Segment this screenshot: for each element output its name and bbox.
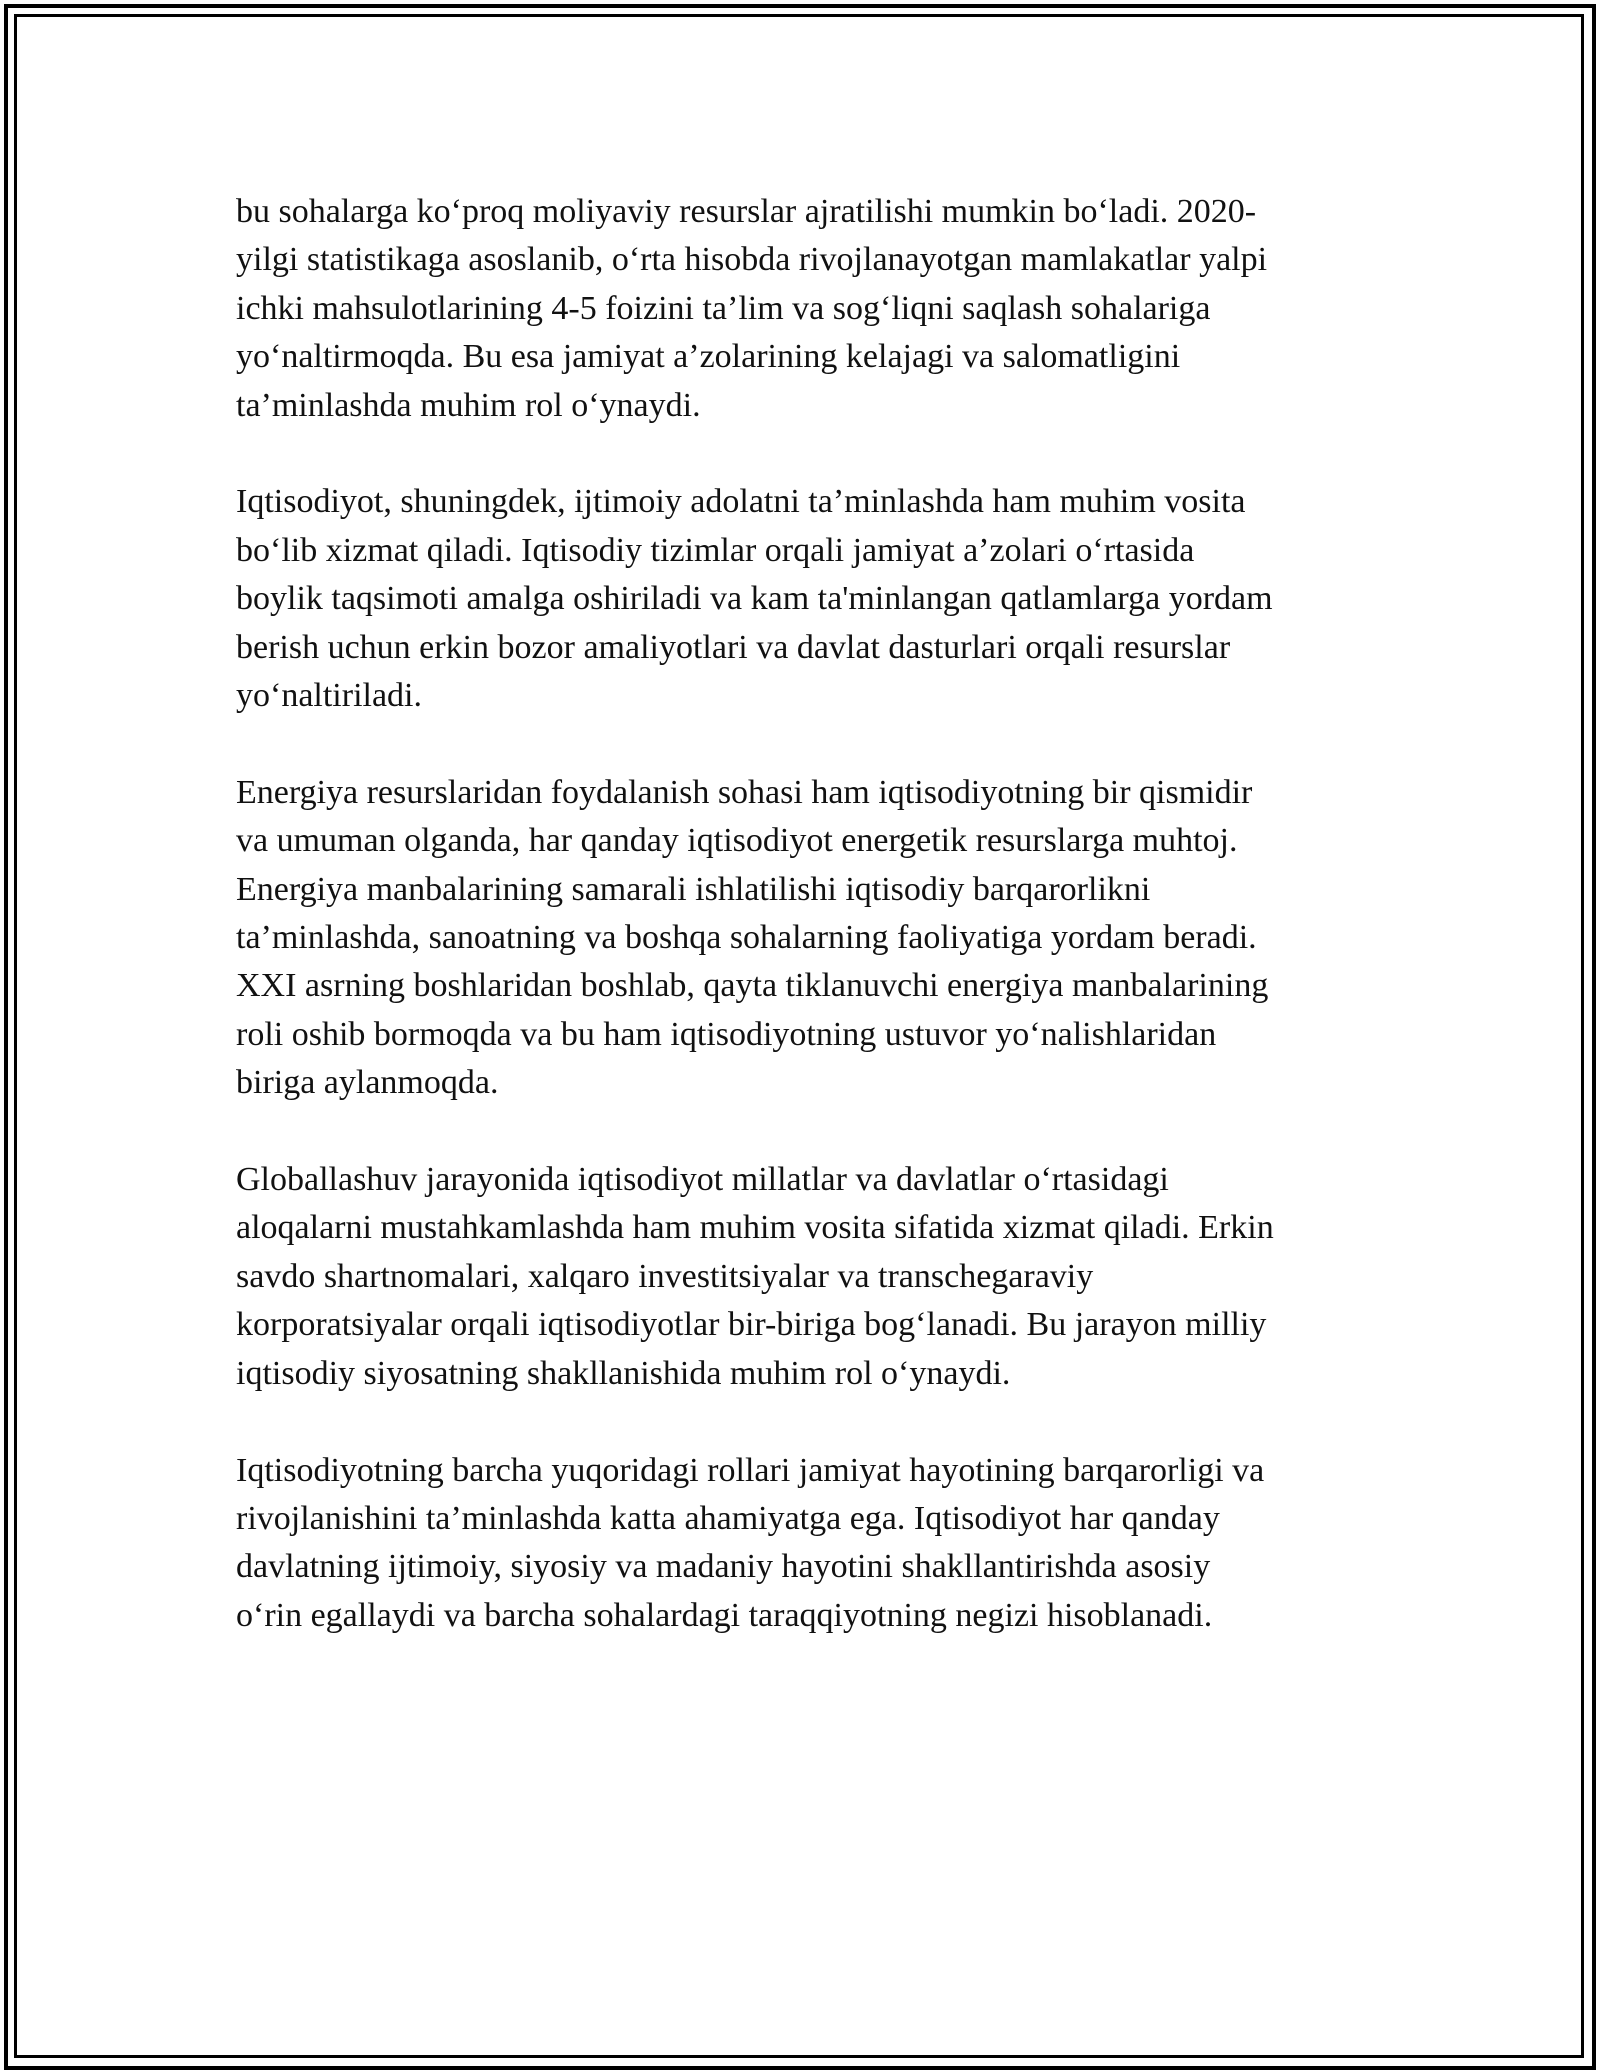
- text-line: berish uchun erkin bozor amaliyotlari va davlat dasturlari orqali resurslar: [236, 628, 1231, 666]
- text-line: boylik taqsimoti amalga oshiriladi va kam ta'minlangan qatlamlarga yordam: [236, 580, 1273, 618]
- text-line: Globallashuv jarayonida iqtisodiyot millatlar va davlatlar o‘rtasidagi: [236, 1161, 1169, 1199]
- text-line: iqtisodiy siyosatning shakllanishida muhim rol o‘ynaydi.: [236, 1354, 1011, 1392]
- text-line: rivojlanishini ta’minlashda katta ahamiyatga ega. Iqtisodiyot har qanday: [236, 1499, 1220, 1537]
- text-line: ichki mahsulotlarining 4-5 foizini ta’lim va sog‘liqni saqlash sohalariga: [236, 289, 1211, 327]
- text-line: Iqtisodiyot, shuningdek, ijtimoiy adolatni ta’minlashda ham muhim vosita: [236, 483, 1246, 521]
- text-line: va umuman olganda, har qanday iqtisodiyot energetik resurslarga muhtoj.: [236, 822, 1238, 860]
- paragraph-1: [236, 188, 1376, 430]
- text-line: yilgi statistikaga asoslanib, o‘rta hisobda rivojlanayotgan mamlakatlar yalpi: [236, 241, 1268, 279]
- text-line: yo‘naltiriladi.: [236, 677, 423, 715]
- text-line: biriga aylanmoqda.: [236, 1064, 499, 1102]
- paragraph-4: [236, 1156, 1376, 1398]
- text-line: savdo shartnomalari, xalqaro investitsiyalar va transchegaraviy: [236, 1257, 1094, 1295]
- text-line: Energiya resurslaridan foydalanish sohasi ham iqtisodiyotning bir qismidir: [236, 773, 1253, 811]
- text-line: ta’minlashda muhim rol o‘ynaydi.: [236, 386, 701, 424]
- text-line: o‘rin egallaydi va barcha sohalardagi taraqqiyotning negizi hisoblanadi.: [236, 1596, 1213, 1634]
- text-line: ta’minlashda, sanoatning va boshqa sohalarning faoliyatiga yordam beradi.: [236, 919, 1257, 957]
- text-line: bo‘lib xizmat qiladi. Iqtisodiy tizimlar orqali jamiyat a’zolari o‘rtasida: [236, 531, 1195, 569]
- text-line: davlatning ijtimoiy, siyosiy va madaniy hayotini shakllantirishda asosiy: [236, 1548, 1211, 1586]
- text-line: Energiya manbalarining samarali ishlatilishi iqtisodiy barqarorlikni: [236, 870, 1151, 908]
- document-body: [236, 188, 1376, 1689]
- text-line: yo‘naltirmoqda. Bu esa jamiyat a’zolarining kelajagi va salomatligini: [236, 338, 1181, 376]
- text-line: Iqtisodiyotning barcha yuqoridagi rollari jamiyat hayotining barqarorligi va: [236, 1451, 1265, 1489]
- text-line: korporatsiyalar orqali iqtisodiyotlar bir-biriga bog‘lanadi. Bu jarayon milliy: [236, 1306, 1267, 1344]
- paragraph-2: [236, 478, 1376, 720]
- text-line: XXI asrning boshlaridan boshlab, qayta tiklanuvchi energiya manbalarining: [236, 967, 1269, 1005]
- text-line: roli oshib bormoqda va bu ham iqtisodiyotning ustuvor yo‘nalishlaridan: [236, 1015, 1217, 1053]
- text-line: aloqalarni mustahkamlashda ham muhim vosita sifatida xizmat qiladi. Erkin: [236, 1209, 1274, 1247]
- paragraph-5: [236, 1447, 1376, 1641]
- paragraph-3: [236, 769, 1376, 1108]
- text-line: bu sohalarga ko‘proq moliyaviy resurslar ajratilishi mumkin bo‘ladi. 2020-: [236, 193, 1257, 230]
